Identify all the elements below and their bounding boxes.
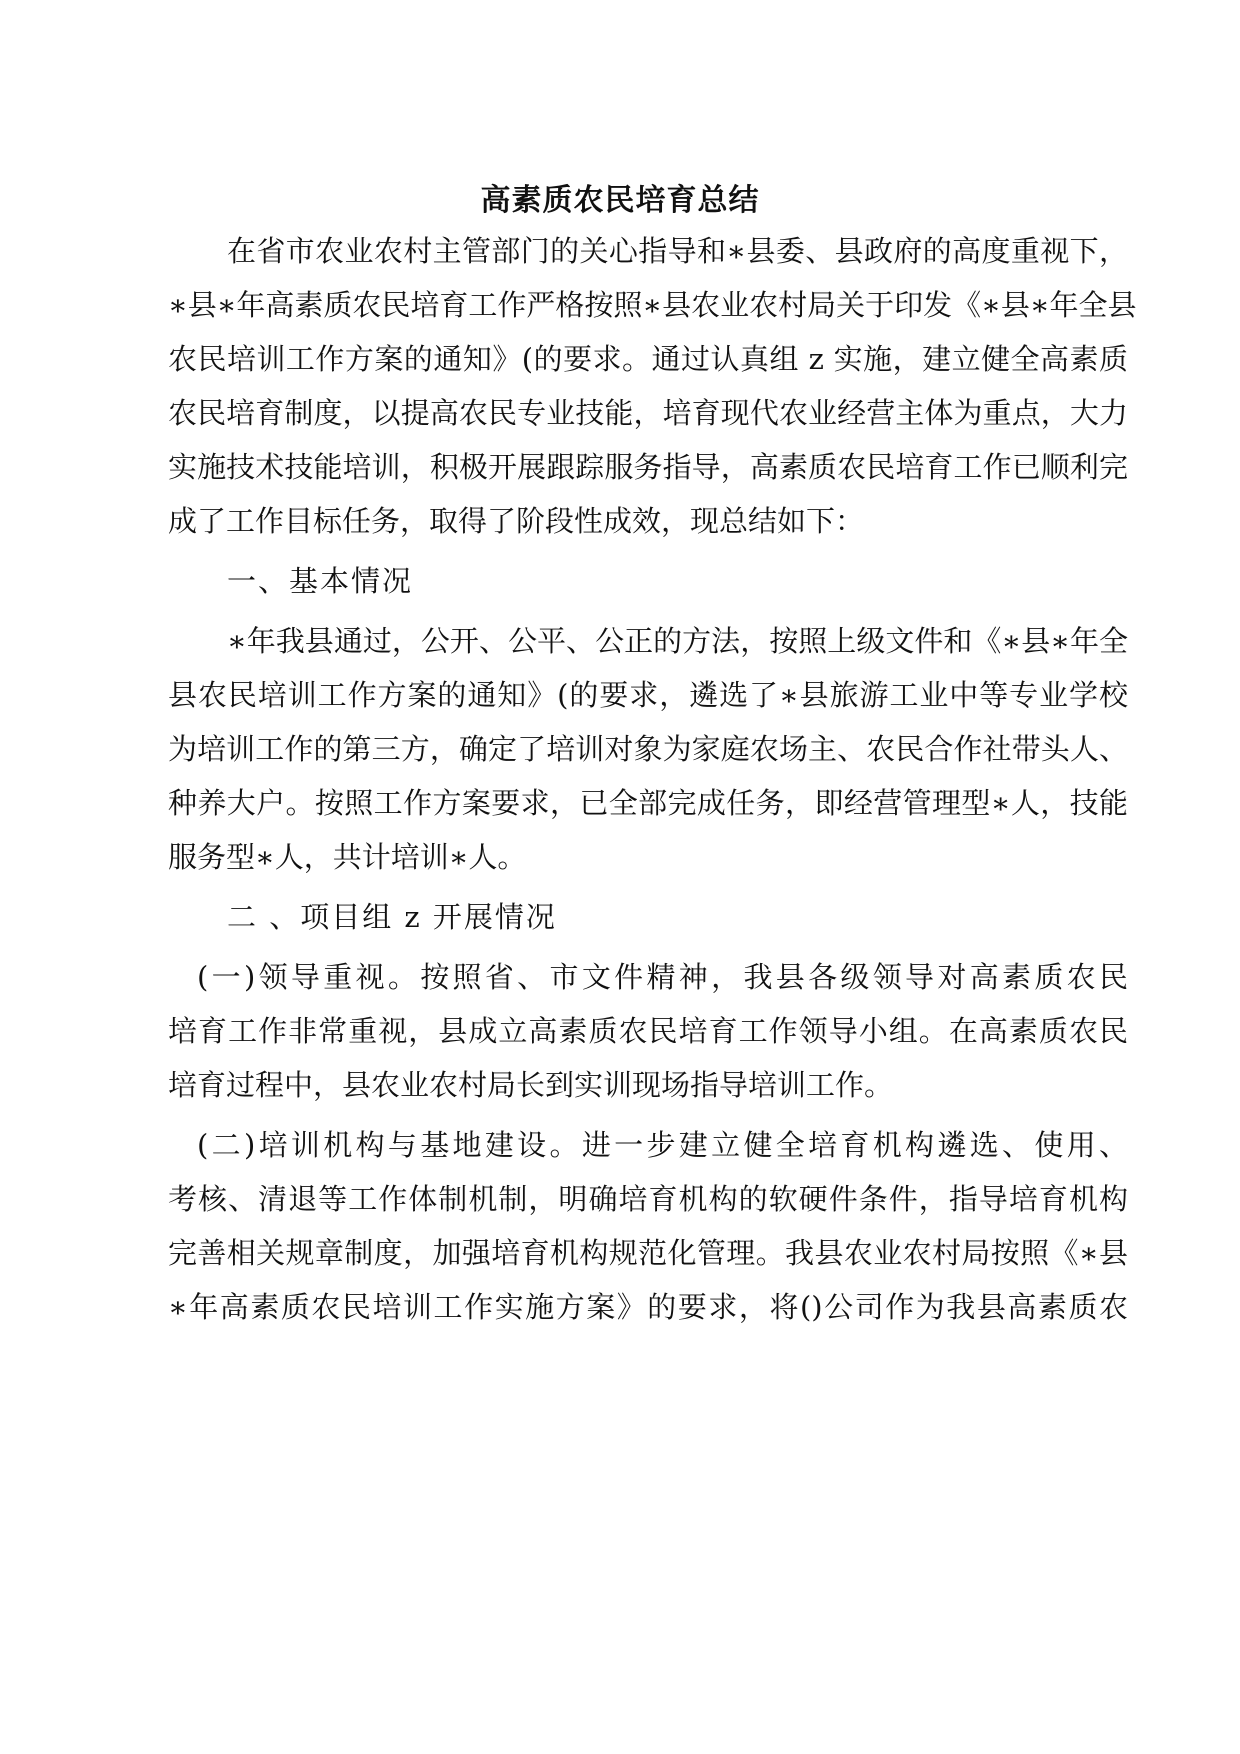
intro-line-6: 成了工作目标任务，取得了阶段性成效，现总结如下： (168, 504, 865, 538)
intro-line-3: 农民培训工作方案的通知》(的要求。通过认真组 z 实施，建立健全高素质 (168, 342, 1128, 376)
subsection-1-line-2: 培育工作非常重视，县成立高素质农民培育工作领导小组。在高素质农民 (168, 1014, 1128, 1048)
subsection-1-line-3: 培育过程中，县农业农村局长到实训现场指导培训工作。 (168, 1068, 894, 1102)
subsection-2-line-2: 考核、清退等工作体制机制，明确培育机构的软硬件条件，指导培育机构 (168, 1182, 1128, 1216)
section-1-line-3: 为培训工作的第三方，确定了培训对象为家庭农场主、农民合作社带头人、 (168, 732, 1128, 766)
intro-line-2: ∗县∗年高素质农民培育工作严格按照∗县农业农村局关于印发《∗县∗年全县 (168, 288, 1137, 322)
section-1-line-4: 种养大户。按照工作方案要求，已全部完成任务，即经营管理型∗人，技能 (168, 786, 1128, 820)
intro-line-4: 农民培育制度，以提高农民专业技能，培育现代农业经营主体为重点，大力 (168, 396, 1128, 430)
subsection-2-line-4: ∗年高素质农民培训工作实施方案》的要求，将()公司作为我县高素质农 (168, 1290, 1128, 1324)
subsection-2-line-3: 完善相关规章制度，加强培育机构规范化管理。我县农业农村局按照《∗县 (168, 1236, 1128, 1270)
subsection-2-line-1: (二)培训机构与基地建设。进一步建立健全培育机构遴选、使用、 (197, 1128, 1128, 1162)
intro-line-5: 实施技术技能培训，积极开展跟踪服务指导，高素质农民培育工作已顺利完 (168, 450, 1128, 484)
document-title: 高素质农民培育总结 (480, 183, 760, 218)
section-1-line-2: 县农民培训工作方案的通知》(的要求，遴选了∗县旅游工业中等专业学校 (168, 678, 1128, 712)
subsection-1-line-1: (一)领导重视。按照省、市文件精神，我县各级领导对高素质农民 (197, 960, 1128, 994)
section-2-heading: 二 、项目组 z 开展情况 (227, 900, 557, 934)
section-1-heading: 一、基本情况 (227, 564, 414, 598)
section-1-line-5: 服务型∗人，共计培训∗人。 (168, 840, 527, 874)
intro-line-1: 在省市农业农村主管部门的关心指导和∗县委、县政府的高度重视下， (227, 234, 1128, 268)
section-1-line-1: ∗年我县通过，公开、公平、公正的方法，按照上级文件和《∗县∗年全 (227, 624, 1128, 658)
